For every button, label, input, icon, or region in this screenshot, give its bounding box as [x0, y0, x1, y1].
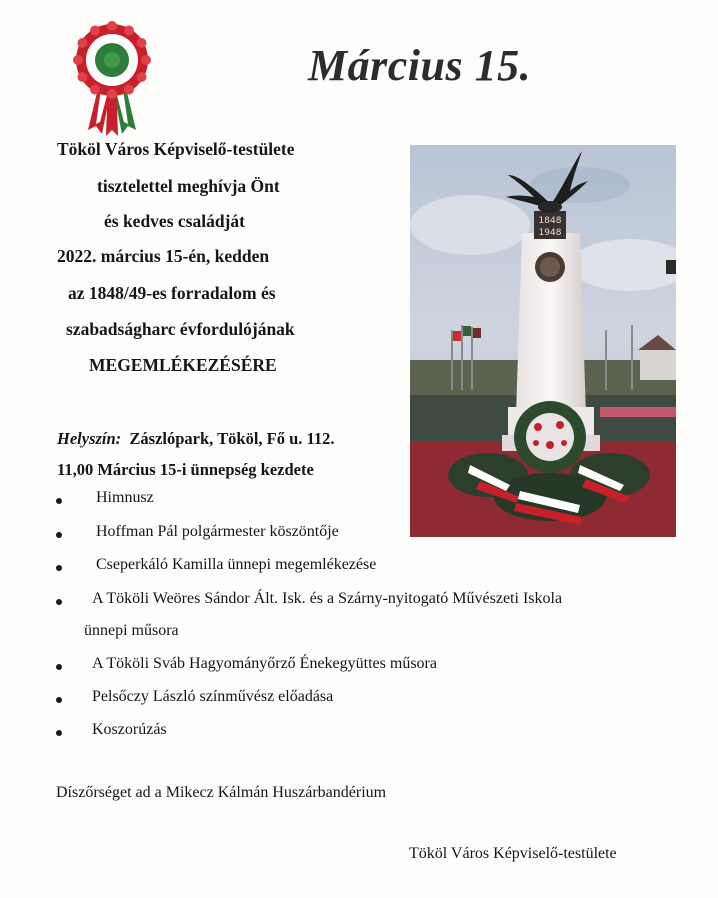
- invitation-line-7: MEGEMLÉKEZÉSÉRE: [89, 355, 277, 375]
- bullet-icon: [56, 565, 62, 571]
- honor-guard-text: Díszőrséget ad a Mikecz Kálmán Huszárbandérium: [56, 784, 387, 801]
- signature: Tököl Város Képviselő-testülete: [409, 845, 617, 862]
- location-value: Zászlópark, Tököl, Fő u. 112.: [129, 429, 335, 448]
- bullet-icon: [56, 532, 62, 538]
- invitation-line-1: Tököl Város Képviselő-testülete: [57, 139, 295, 159]
- start-time: 11,00 Március 15-i ünnepség kezdete: [57, 460, 314, 479]
- program-item-3: Cseperkáló Kamilla ünnepi megemlékezése: [96, 556, 377, 573]
- location-colon: :: [115, 429, 122, 448]
- invitation-line-5: az 1848/49-es forradalom és: [68, 283, 276, 303]
- bullet-icon: [56, 664, 62, 670]
- cockade-icon: [72, 20, 152, 138]
- program-item-4-continued: ünnepi műsora: [84, 622, 179, 639]
- invitation-line-4: 2022. március 15-én, kedden: [57, 246, 270, 266]
- invitation-line-3: és kedves családját: [104, 211, 245, 231]
- bullet-icon: [56, 599, 62, 605]
- location-line: [57, 429, 335, 449]
- bullet-icon: [56, 498, 62, 504]
- program-item-1: Himnusz: [96, 489, 154, 506]
- page-title: Március 15.: [308, 41, 532, 90]
- bullet-icon: [56, 697, 62, 703]
- monument-year-1: 1848: [538, 216, 562, 226]
- invitation-line-2: tisztelettel meghívja Önt: [97, 176, 280, 196]
- invitation-line-6: szabadságharc évfordulójának: [66, 319, 295, 339]
- bullet-icon: [56, 730, 62, 736]
- program-item-6: Pelsőczy László színművész előadása: [92, 688, 334, 705]
- program-item-2: Hoffman Pál polgármester köszöntője: [96, 523, 339, 540]
- monument-photo: [410, 145, 676, 537]
- program-item-4: A Tököli Weöres Sándor Ált. Isk. és a Szárny-nyitogató Művészeti Iskola: [92, 590, 563, 607]
- program-item-5: A Tököli Sváb Hagyományőrző Énekegyüttes műsora: [92, 655, 437, 672]
- program-item-7: Koszorúzás: [92, 721, 167, 738]
- monument-year-2: 1948: [538, 228, 562, 238]
- location-label: Helyszín: [57, 429, 116, 448]
